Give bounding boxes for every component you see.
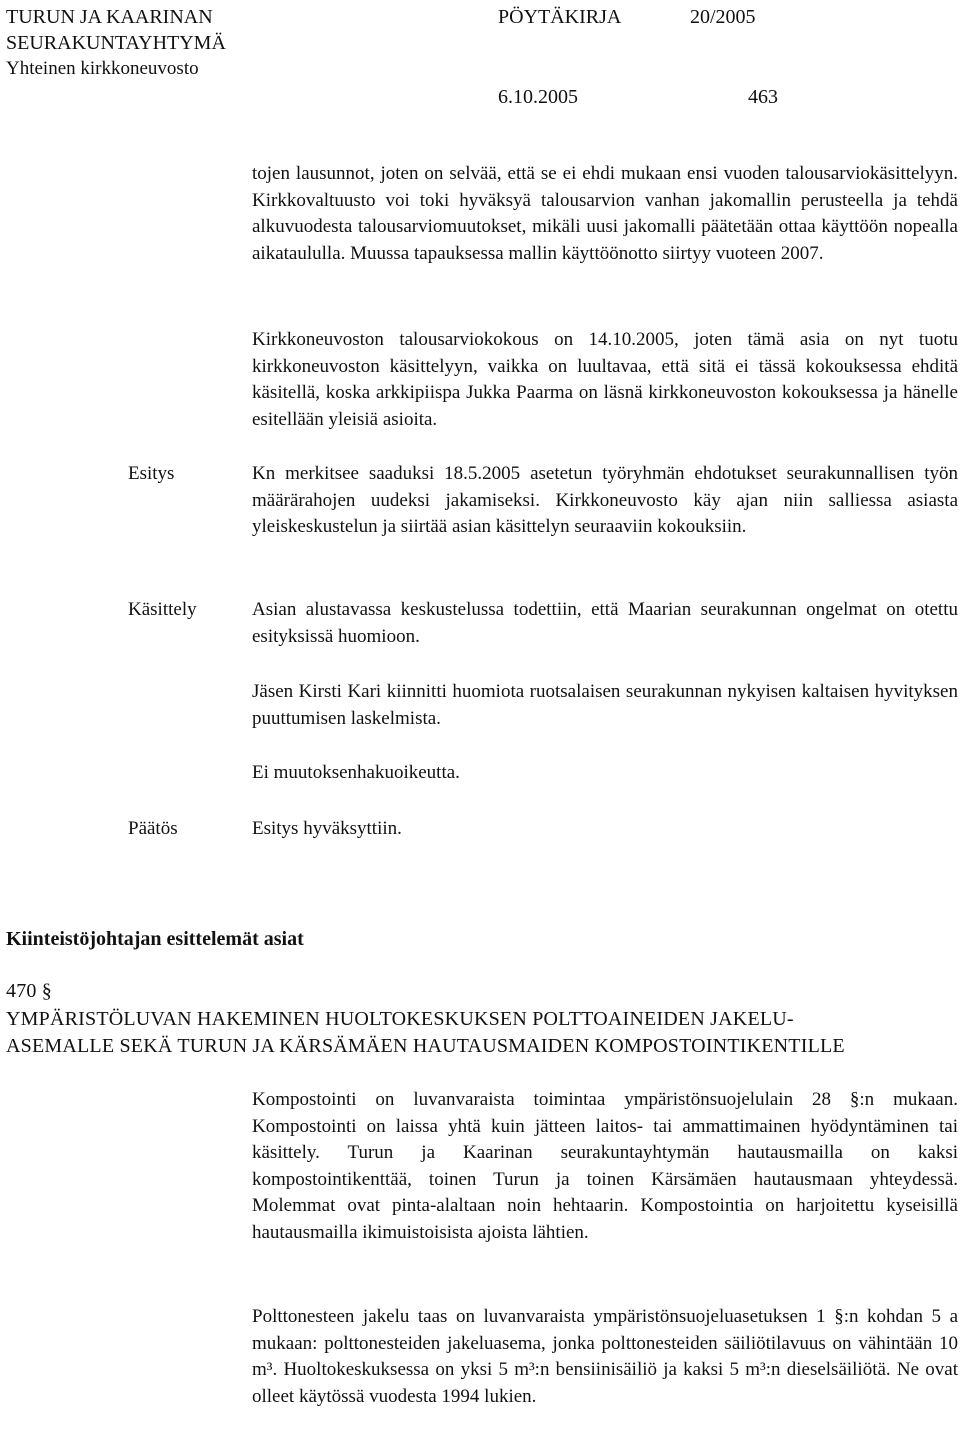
- paatos-text: Esitys hyväksyttiin.: [252, 818, 402, 839]
- kasittely-label: Käsittely: [128, 599, 197, 620]
- esitys-label: Esitys: [128, 463, 175, 484]
- page-number: 463: [748, 86, 778, 108]
- org-name: TURUN JA KAARINAN: [6, 6, 213, 28]
- item-title-line2: ASEMALLE SEKÄ TURUN JA KÄRSÄMÄEN HAUTAUSMAIDEN KOMPOSTOINTIKENTILLE: [6, 1035, 845, 1057]
- kasittely-text: Asian alustavassa keskustelussa todettiin, että Maarian seurakunnan ongelmat on otettu esityksissä huomioon.: [252, 599, 958, 647]
- doc-type: PÖYTÄKIRJA: [498, 6, 622, 28]
- paragraph-composting: Kompostointi on luvanvaraista toimintaa ympäristönsuojelulain 28 §:n mukaan. Kompostointi on laissa yhtä kuin jätteen laitos- tai ammattimainen hyödyntäminen tai käsittely. Turun ja Kaarinan seurakuntayhtymän hautausmailla on kaksi kompostointikenttää, toinen Turun ja toinen Kärsämäen hautausmaan yhteydessä. Molemmat ovat pinta-alaltaan noin hehtaarin. Kompostointia on harjoitettu kyseisillä hautausmailla ikimuistoisista ajoista lähtien.: [252, 1089, 958, 1243]
- doc-number: 20/2005: [690, 6, 756, 28]
- doc-date: 6.10.2005: [498, 86, 578, 108]
- section-heading: Kiinteistöjohtajan esittelemät asiat: [6, 928, 304, 950]
- org-body: Yhteinen kirkkoneuvosto: [6, 58, 199, 79]
- paatos-label: Päätös: [128, 818, 178, 839]
- appeal-note: Ei muutoksenhakuoikeutta.: [252, 762, 460, 783]
- org-unit: SEURAKUNTAYHTYMÄ: [6, 32, 226, 54]
- paragraph-fuel: Polttonesteen jakelu taas on luvanvaraista ympäristönsuojeluasetuksen 1 §:n kohdan 5 a mukaan: polttonesteiden jakeluasema, jonka polttonesteiden säiliötilavuus on vähintään 10 m³. Huoltokeskuksessa on yksi 5 m³:n bensiinisäiliö ja kaksi 5 m³:n dieselsäiliötä. Ne ovat olleet käytössä vuodesta 1994 lukien.: [252, 1306, 958, 1407]
- esitys-text: Kn merkitsee saaduksi 18.5.2005 asetetun työryhmän ehdotukset seurakunnallisen työn määrärahojen uudeksi jakamiseksi. Kirkkoneuvosto käy ajan niin salliessa asiasta yleiskeskustelun ja siirtää asian käsittelyn seuraaviin kokouksiin.: [252, 463, 958, 537]
- paragraph-continuation: tojen lausunnot, joten on selvää, että se ei ehdi mukaan ensi vuoden talousarviokäsittelyyn. Kirkkovaltuusto voi toki hyväksyä talousarvion vanhan jakomallin perusteella ja tehdä alkuvuodesta talousarviomuutokset, mikäli uusi jakomalli päätetään ottaa käyttöön nopealla aikataululla. Muussa tapauksessa mallin käyttöönotto siirtyy vuoteen 2007.: [252, 163, 958, 264]
- paragraph-budget-meeting: Kirkkoneuvoston talousarviokokous on 14.10.2005, joten tämä asia on nyt tuotu kirkkoneuvoston käsittelyyn, vaikka on luultavaa, että sitä ei tässä kokouksessa ehditä käsitellä, koska arkkipiispa Jukka Paarma on läsnä kirkkoneuvoston kokouksessa ja hänelle esitellään yleisiä asioita.: [252, 329, 958, 430]
- item-number: 470 §: [6, 980, 52, 1002]
- kasittely-note: Jäsen Kirsti Kari kiinnitti huomiota ruotsalaisen seurakunnan nykyisen kaltaisen hyvityksen puuttumisen laskelmista.: [252, 681, 958, 729]
- item-title-line1: YMPÄRISTÖLUVAN HAKEMINEN HUOLTOKESKUKSEN POLTTOAINEIDEN JAKELU-: [6, 1008, 794, 1030]
